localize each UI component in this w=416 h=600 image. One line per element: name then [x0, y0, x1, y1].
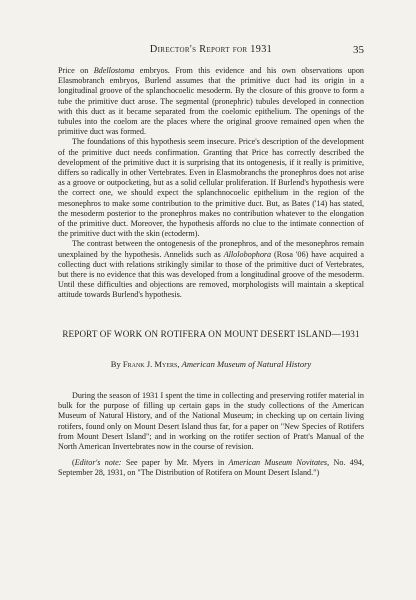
note-open-paren: ( [72, 458, 75, 468]
page-header-title: Director's Report for 1931 [149, 44, 273, 55]
paragraph-foundations: The foundations of this hypothesis seem insecure. Price's description of the development of the primitive duct needs confirmation. Granting that Price has correctly described the development of the primitive duct it is surprising that its ontogenesis, if it really is primitive, differs so radically in other Vertebrates. Even in Elasmobranchs the pronephros does not arise as a groove or outpocketing, but as a solid cellular proliferation. If Burlend's hypothesis were the correct one, we should expect the splanchnocoelic epithelium in the region of the mesonephros to make some contribution to the primitive duct. But, as Bates ('14) has stated, the mesoderm posterior to the pronephros makes no contribution whatever to the elongation of the primitive duct. Moreover, the hypothesis affords no clue to the intimate connection of the primitive duct with the skin (ectoderm). [58, 137, 364, 239]
paragraph-text: Price on [58, 66, 94, 75]
byline-separator: , [177, 359, 182, 369]
author-byline [58, 359, 364, 369]
article-body-section-2 [58, 391, 364, 479]
article-body-section-1 [58, 66, 364, 301]
paragraph-contrast [58, 239, 364, 300]
paragraph-burlend-hypothesis [58, 66, 364, 137]
running-header [58, 44, 364, 58]
editors-note [58, 458, 364, 478]
paragraph-text: The contrast between the ontogenesis of the pronephros, and of the mesonephros remain unexplained by the hypothesis. Annelids such as [58, 239, 364, 259]
paragraph-text: (Rosa '06) have acquired a collecting duct with relations strikingly similar to those of the primitive duct of Vertebrates, but there is no evidence that this was developed from a longitudinal groove of the mesoderm. Until these difficulties and objections are removed, morphologists will maintain a skeptical attitude towards Burlend's hypothesis. [58, 249, 364, 300]
section-title: REPORT OF WORK ON ROTIFERA ON MOUNT DESERT ISLAND—1931 [62, 329, 360, 339]
paragraph-rotifer-work: During the season of 1931 I spent the time in collecting and preserving rotifer material in bulk for the purpose of filling up certain gaps in the study collections of the American Museum of Natural History, and of the National Museum; in checking up on certain living rotifers, found only on Mount Desert Island thus far, for a paper on "New Species of Rotifers from Mount Desert Island"; and in working on the rotifer section of Pratt's Manual of the North American Invertebrates now in the course of revision. [58, 391, 364, 452]
note-text: , No. 494, September 28, 1931, on "The Distribution of Rotifera on Mount Desert Island.") [58, 458, 365, 478]
author-affiliation: American Museum of Natural History [181, 359, 312, 369]
author-name: Frank J. Myers [122, 359, 178, 369]
note-label: Editor's note: [74, 458, 122, 468]
note-text: See paper by Mr. Myers in [121, 458, 229, 468]
paragraph-text: embryos. From this evidence and his own observations upon Elasmobranch embryos, Burlend assumes that the primitive duct had its origin in a longitudinal groove of the splanchocoelic mesoderm. By the closure of this groove to form a tube the primitive duct arose. The segmental (pronephric) tubules developed in connection with this duct as it became separated from the coelomic epithelium. The openings of the tubules into the coelom are the places where the original groove remained open when the primitive duct was formed. [58, 66, 364, 137]
byline-prefix: By [110, 359, 123, 369]
journal-title: American Museum Novitates [228, 458, 328, 468]
page-number: 35 [353, 44, 364, 56]
italic-term: Allolobophora [223, 249, 272, 259]
italic-term: Bdellostoma [93, 66, 135, 75]
